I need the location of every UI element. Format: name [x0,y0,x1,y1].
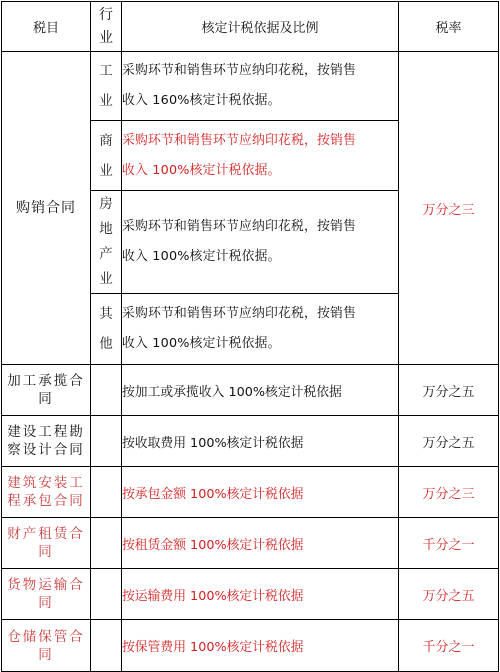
tax-item-line: 程承包合同 [7,493,85,509]
rate-cell: 万分之五 [399,416,499,467]
basis-cell [122,121,399,191]
basis-line: 收入 160%核定计税依据。 [122,93,281,108]
industry-cell [91,121,122,191]
header-industry-line: 行 [99,6,113,23]
tax-item-cell [2,365,91,416]
tax-item-cell [2,569,91,620]
industry-char: 产 [99,246,113,262]
basis-line: 采购环节和销售环节应纳印花税，按销售 [122,132,356,148]
basis-cell: 按保管费用 100%核定计税依据 [122,620,399,672]
industry-empty-cell [91,620,122,672]
tax-item-purchase-sales: 购销合同 [2,52,91,365]
tax-rate-table [1,1,499,672]
industry-empty-cell [91,518,122,569]
rate-cell: 千分之一 [399,518,499,569]
basis-cell [122,52,399,121]
table-row [2,365,499,416]
basis-line: 收入 100%核定计税依据。 [122,162,281,178]
rate-cell: 万分之三 [399,467,499,518]
basis-line: 采购环节和销售环节应纳印花税，按销售 [122,63,356,78]
table-row [2,416,499,467]
basis-cell: 按承包金额 100%核定计税依据 [122,467,399,518]
tax-item-cell [2,620,91,672]
basis-cell [122,191,399,294]
table-row [2,52,499,121]
industry-char: 他 [99,336,113,352]
industry-char: 工 [99,63,113,79]
basis-cell [122,294,399,365]
industry-char: 业 [99,162,113,179]
header-tax-item: 税目 [2,2,91,52]
industry-char: 房 [99,196,113,212]
industry-char: 其 [99,306,113,322]
industry-char: 商 [99,132,113,149]
industry-empty-cell [91,467,122,518]
header-row [2,2,499,52]
rate-cell: 万分之五 [399,365,499,416]
basis-cell: 按收取费用 100%核定计税依据 [122,416,399,467]
industry-cell [91,294,122,365]
industry-empty-cell [91,416,122,467]
tax-item-line: 建设工程勘 [7,424,85,440]
basis-cell: 按运输费用 100%核定计税依据 [122,569,399,620]
tax-item-cell [2,518,91,569]
tax-item-line: 察设计合同 [7,442,85,458]
industry-cell [91,52,122,121]
rate-cell: 万分之五 [399,569,499,620]
header-industry [91,2,122,52]
table-row [2,518,499,569]
rate-cell: 千分之一 [399,620,499,672]
table-row [2,467,499,518]
table-row [2,620,499,672]
industry-char: 业 [99,271,113,287]
header-basis: 核定计税依据及比例 [122,2,399,52]
tax-item-cell [2,416,91,467]
tax-item-line: 加工承揽合 [7,373,85,389]
table-row [2,569,499,620]
tax-item-line: 同 [38,595,54,611]
basis-line: 采购环节和销售环节应纳印花税，按销售 [122,219,356,234]
tax-item-line: 财产租赁合 [7,526,85,542]
industry-char: 地 [99,221,113,237]
tax-item-line: 建筑安装工 [7,475,85,491]
basis-line: 收入 100%核定计税依据。 [122,249,281,264]
rate-purchase-sales: 万分之三 [399,52,499,365]
tax-item-line: 仓储保管合 [7,628,85,645]
industry-char: 业 [99,93,113,109]
industry-cell [91,191,122,294]
industry-empty-cell [91,569,122,620]
basis-cell: 按加工或承揽收入 100%核定计税依据 [122,365,399,416]
tax-item-line: 同 [38,544,54,560]
basis-line: 收入 100%核定计税依据。 [122,336,281,351]
header-industry-line: 业 [99,29,113,46]
industry-empty-cell [91,365,122,416]
tax-item-cell [2,467,91,518]
header-rate: 税率 [399,2,499,52]
basis-line: 采购环节和销售环节应纳印花税，按销售 [122,306,356,321]
tax-item-line: 同 [38,391,54,407]
tax-item-line: 货物运输合 [7,577,85,593]
basis-cell: 按租赁金额 100%核定计税依据 [122,518,399,569]
tax-item-line: 同 [38,646,54,663]
